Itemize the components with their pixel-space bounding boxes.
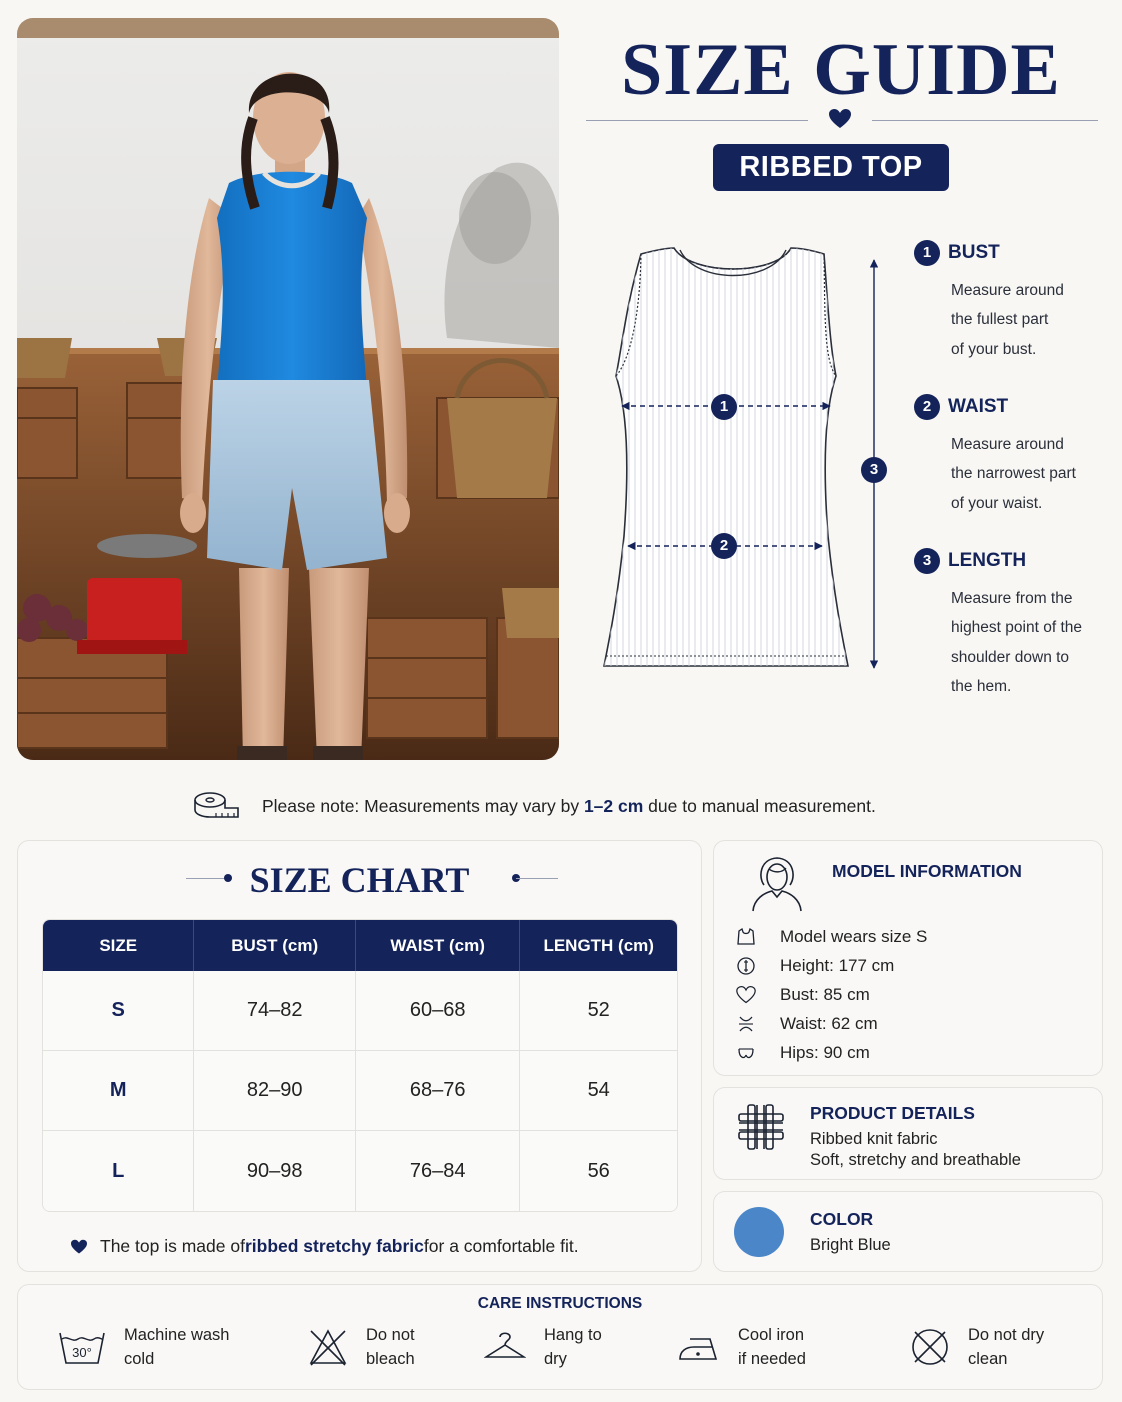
measure-description [951, 430, 1111, 518]
measure-line: the fullest part [951, 311, 1049, 329]
note-prefix: Please note: Measurements may vary by [262, 795, 584, 816]
measure-line: the narrowest part [951, 465, 1076, 483]
care-line: dry [544, 1350, 567, 1368]
no-dry-clean-icon [910, 1327, 950, 1367]
care-text [366, 1323, 486, 1371]
product-details-text [810, 1103, 1021, 1170]
cell-size: S [43, 971, 194, 1051]
color-card [713, 1191, 1103, 1272]
fabric-note-bold: ribbed stretchy fabric [244, 1236, 424, 1256]
fabric-note-suffix: for a comfortable fit. [423, 1236, 579, 1256]
header-waist: WAIST (cm) [356, 920, 520, 971]
measure-line: Measure around [951, 436, 1064, 453]
fabric-note [70, 1236, 579, 1257]
color-text [810, 1209, 891, 1255]
model-photo-illustration [17, 18, 559, 760]
care-instructions-card [17, 1284, 1103, 1390]
care-line: bleach [366, 1350, 415, 1368]
note-text [262, 796, 876, 817]
measure-length [914, 548, 1114, 701]
care-line: Machine wash [124, 1326, 230, 1344]
care-item-bleach [308, 1323, 486, 1371]
product-details-line-1: Ribbed knit fabric [810, 1130, 938, 1148]
measure-bust [914, 240, 1114, 364]
tape-measure-icon [192, 790, 240, 822]
care-line: Do not [366, 1326, 415, 1344]
header-size: SIZE [43, 920, 194, 971]
heart-icon [70, 1239, 88, 1255]
heart-icon [828, 108, 852, 130]
color-heading: COLOR [810, 1209, 874, 1229]
measure-label: LENGTH [948, 550, 1027, 571]
table-row [43, 1051, 677, 1131]
model-waist-row [736, 1014, 878, 1034]
measure-line: of your waist. [951, 494, 1043, 512]
svg-text:30°: 30° [72, 1345, 92, 1360]
hanger-icon [484, 1327, 526, 1367]
table-row [43, 971, 677, 1051]
title-divider-left [586, 120, 808, 121]
model-avatar-icon [750, 855, 804, 913]
chart-title-rule-right [516, 878, 558, 879]
heart-outline-icon [736, 985, 756, 1005]
care-item-hang [484, 1323, 664, 1371]
measurement-note [192, 790, 876, 822]
care-item-dry-clean [910, 1323, 1088, 1371]
table-row [43, 1131, 677, 1211]
color-swatch [734, 1207, 784, 1257]
title-divider-right [872, 120, 1098, 121]
iron-icon [678, 1327, 720, 1367]
measure-line: Measure around [951, 282, 1064, 299]
model-waist-text: Waist: 62 cm [780, 1014, 878, 1033]
hips-icon [736, 1043, 756, 1063]
cell-waist: 60–68 [356, 971, 520, 1051]
care-line: cold [124, 1350, 155, 1368]
cell-waist: 68–76 [356, 1051, 520, 1131]
fabric-note-prefix: The top is made of [100, 1236, 245, 1256]
care-text [124, 1323, 244, 1371]
cell-length: 56 [520, 1131, 677, 1211]
care-line: Hang to [544, 1326, 602, 1344]
model-height-text: Height: 177 cm [780, 956, 895, 975]
fabric-weave-icon [736, 1102, 786, 1152]
size-chart-title: SIZE CHART [249, 860, 470, 900]
measure-label: WAIST [948, 396, 1009, 417]
tank-top-diagram [596, 236, 896, 688]
model-height-row [736, 956, 894, 976]
no-bleach-icon [308, 1327, 348, 1367]
care-line: clean [968, 1350, 1008, 1368]
product-details-heading: PRODUCT DETAILS [810, 1103, 975, 1123]
measure-description [951, 584, 1111, 701]
measure-number: 3 [914, 548, 940, 574]
size-table [42, 919, 678, 1212]
note-suffix: due to manual measurement. [643, 795, 876, 816]
model-size-text: Model wears size S [780, 927, 928, 946]
measure-line: shoulder down to [951, 648, 1070, 666]
waist-icon [736, 1014, 756, 1034]
cell-length: 54 [520, 1051, 677, 1131]
care-item-wash [58, 1323, 244, 1371]
shirt-icon [736, 927, 756, 947]
waist-marker: 2 [711, 533, 737, 559]
header-length: LENGTH (cm) [520, 920, 677, 971]
model-hips-row [736, 1043, 870, 1063]
header-bust: BUST (cm) [194, 920, 355, 971]
height-icon [736, 956, 756, 976]
cell-size: M [43, 1051, 194, 1131]
care-line: Do not dry [968, 1326, 1045, 1344]
model-bust-text: Bust: 85 cm [780, 985, 870, 1004]
cell-waist: 76–84 [356, 1131, 520, 1211]
care-line: if needed [738, 1350, 806, 1368]
cell-bust: 90–98 [194, 1131, 355, 1211]
care-text [738, 1323, 858, 1371]
care-text [968, 1323, 1088, 1371]
model-hips-text: Hips: 90 cm [780, 1043, 870, 1062]
measure-description [951, 276, 1111, 364]
color-value: Bright Blue [810, 1236, 891, 1254]
size-chart-card [17, 840, 702, 1272]
product-details-line-2: Soft, stretchy and breathable [810, 1151, 1021, 1169]
cell-length: 52 [520, 971, 677, 1051]
measure-line: of your bust. [951, 340, 1037, 358]
measure-number: 1 [914, 240, 940, 266]
model-bust-row [736, 985, 870, 1005]
care-line: Cool iron [738, 1326, 805, 1344]
wash-30-icon [58, 1327, 106, 1367]
care-heading: CARE INSTRUCTIONS [477, 1295, 643, 1312]
measure-line: Measure from the [951, 590, 1073, 607]
product-badge: RIBBED TOP [713, 144, 949, 191]
care-item-iron [678, 1323, 858, 1371]
cell-size: L [43, 1131, 194, 1211]
cell-bust: 74–82 [194, 971, 355, 1051]
length-marker: 3 [861, 457, 887, 483]
model-info-card [713, 840, 1103, 1076]
page-title: SIZE GUIDE [621, 29, 1061, 111]
table-header-row [43, 920, 677, 971]
model-photo [17, 18, 559, 760]
care-text [544, 1323, 664, 1371]
model-size-row [736, 927, 927, 947]
measure-line: highest point of the [951, 619, 1082, 637]
measure-line: the hem. [951, 677, 1012, 695]
measure-label: BUST [948, 242, 1000, 263]
bust-marker: 1 [711, 394, 737, 420]
cell-bust: 82–90 [194, 1051, 355, 1131]
note-emphasis: 1–2 cm [583, 795, 644, 816]
measure-waist [914, 394, 1114, 518]
product-details-card [713, 1087, 1103, 1180]
measure-number: 2 [914, 394, 940, 420]
model-info-heading: MODEL INFORMATION [832, 861, 1022, 881]
